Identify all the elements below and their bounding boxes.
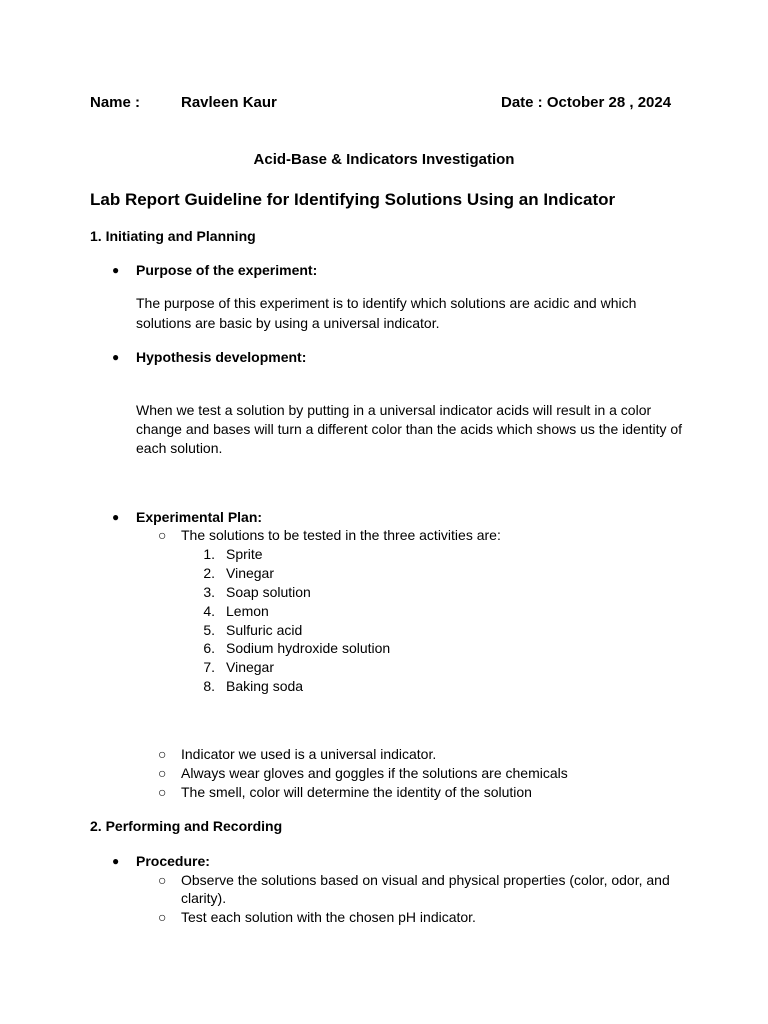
bullet-icon: ● [112, 510, 120, 524]
page-subtitle: Lab Report Guideline for Identifying Solutions Using an Indicator [90, 190, 616, 209]
list-item-number: 4. [203, 603, 215, 619]
list-item: Soap solution [226, 584, 311, 600]
name-label: Name : [90, 94, 141, 111]
plan-note: Always wear gloves and goggles if the solutions are chemicals [181, 765, 568, 781]
list-item: Baking soda [226, 678, 304, 694]
list-item-number: 2. [203, 565, 215, 581]
plan-label: Experimental Plan: [136, 509, 263, 525]
hypothesis-label: Hypothesis development: [136, 349, 307, 365]
section-heading: 2. Performing and Recording [90, 818, 283, 834]
hypothesis-text-line: When we test a solution by putting in a universal indicator acids will result in a color [136, 402, 652, 418]
circle-bullet-icon: ○ [158, 784, 167, 800]
plan-note: Indicator we used is a universal indicator. [181, 746, 437, 762]
list-item: Sulfuric acid [226, 622, 303, 638]
plan-note: The smell, color will determine the identity of the solution [181, 784, 532, 800]
list-item: Sprite [226, 546, 263, 562]
procedure-label: Procedure: [136, 853, 210, 869]
list-item: Vinegar [226, 565, 275, 581]
plan-intro: The solutions to be tested in the three activities are: [181, 527, 501, 543]
bullet-icon: ● [112, 263, 120, 277]
date-label: Date : October 28 , 2024 [501, 94, 672, 111]
section-heading: 1. Initiating and Planning [90, 228, 256, 244]
list-item: Lemon [226, 603, 269, 619]
circle-bullet-icon: ○ [158, 527, 167, 543]
bullet-icon: ● [112, 350, 120, 364]
circle-bullet-icon: ○ [158, 872, 167, 888]
list-item-number: 7. [203, 659, 215, 675]
purpose-label: Purpose of the experiment: [136, 262, 318, 278]
list-item: Sodium hydroxide solution [226, 640, 391, 656]
circle-bullet-icon: ○ [158, 909, 167, 925]
list-item-number: 3. [203, 584, 215, 600]
name-value: Ravleen Kaur [181, 94, 277, 111]
bullet-icon: ● [112, 854, 120, 868]
hypothesis-text-line: change and bases will turn a different color than the acids which shows us the identity of [136, 421, 683, 437]
page-title: Acid-Base & Indicators Investigation [253, 151, 515, 168]
procedure-step: clarity). [181, 890, 227, 906]
purpose-text-line: The purpose of this experiment is to identify which solutions are acidic and which [136, 295, 637, 311]
procedure-step: Test each solution with the chosen pH indicator. [181, 909, 476, 925]
procedure-step: Observe the solutions based on visual and physical properties (color, odor, and [181, 872, 670, 888]
circle-bullet-icon: ○ [158, 765, 167, 781]
list-item-number: 8. [203, 678, 215, 694]
purpose-text-line: solutions are basic by using a universal indicator. [136, 315, 440, 331]
list-item-number: 6. [203, 640, 215, 656]
list-item-number: 1. [203, 546, 215, 562]
list-item: Vinegar [226, 659, 275, 675]
hypothesis-text-line: each solution. [136, 440, 223, 456]
list-item-number: 5. [203, 622, 215, 638]
circle-bullet-icon: ○ [158, 746, 167, 762]
